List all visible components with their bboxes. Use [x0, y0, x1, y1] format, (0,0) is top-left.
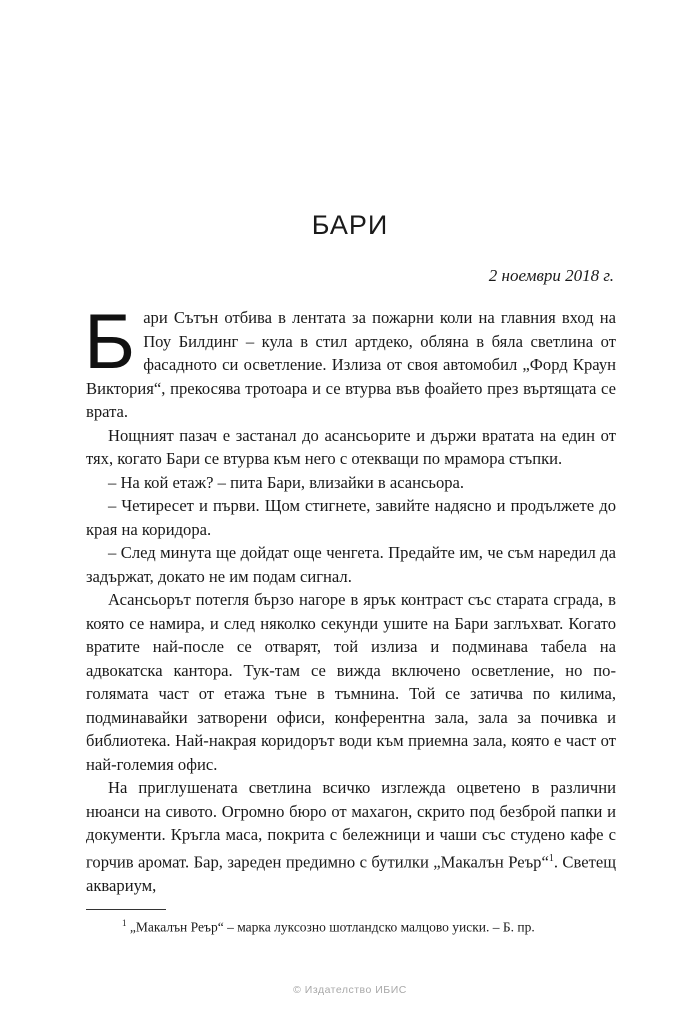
chapter-title: БАРИ	[311, 210, 389, 240]
paragraph: На приглушената светлина всичко изглежда оцветено в различни нюанси на сивото. Огромно бюро от махагон, скрито под безброй папки и документи. Кръгла маса, покрита с бележници и чаши със студено кафе с горчив аромат. Бар, зареден предимно с бутилки „Макалън Реър“$^1$. Светещ аквариум,	[86, 778, 616, 895]
paragraph: Бари Сътън отбива в лентата за пожарни коли на главния вход на Поу Билдинг – кула в стил артдеко, обляна в бяла светлина от фасадното си осветление. Излиза от своя автомобил „Форд Краун Виктория“, прекосява тротоара и се втурва във фоайето през въртящата се врата.	[84, 297, 616, 421]
paragraph: – На кой етаж? – пита Бари, влизайки в асансьора.	[108, 472, 465, 492]
paragraph: – Четиресет и първи. Щом стигнете, завийте надясно и продължете до края на коридора.	[86, 496, 616, 539]
paragraph: – След минута ще дойдат още ченгета. Предайте им, че съм наредил да задържат, докато не им подам сигнал.	[86, 543, 616, 586]
drop-cap: Б	[84, 297, 136, 385]
footnote	[86, 918, 616, 936]
paragraph: Асансьорът потегля бързо нагоре в ярък контраст със старата сграда, в която се намира, и след няколко секунди ушите на Бари заглъхват. Когато вратите най-после се отварят, той излиза и подминава табела на адвокатска кантора. Тук-там се вижда включено осветление, но по-голямата част от етажа тъне в тъмнина. Той се затичва по килима, подминавайки затворени офиси, конферентна зала, зала за почивка и библиотека. Най-накрая коридорът води към приемна зала, която е част от най-големия офис.	[86, 590, 616, 774]
footnote-mark: 1	[122, 918, 127, 928]
chapter-date: 2 ноември 2018 г.	[488, 266, 614, 285]
footnote-reference[interactable]: 1	[548, 852, 554, 864]
publisher-watermark: © Издателство ИБИС	[293, 984, 407, 996]
footnote-text: „Макалън Реър“ – марка луксозно шотландско малцово уиски. – Б. пр.	[126, 919, 535, 935]
body-text	[84, 297, 616, 897]
footnote-divider	[86, 909, 166, 910]
paragraph: Нощният пазач е застанал до асансьорите и държи вратата на един от тях, когато Бари се втурва към него с отекващи по мрамора стъпки.	[86, 425, 616, 468]
